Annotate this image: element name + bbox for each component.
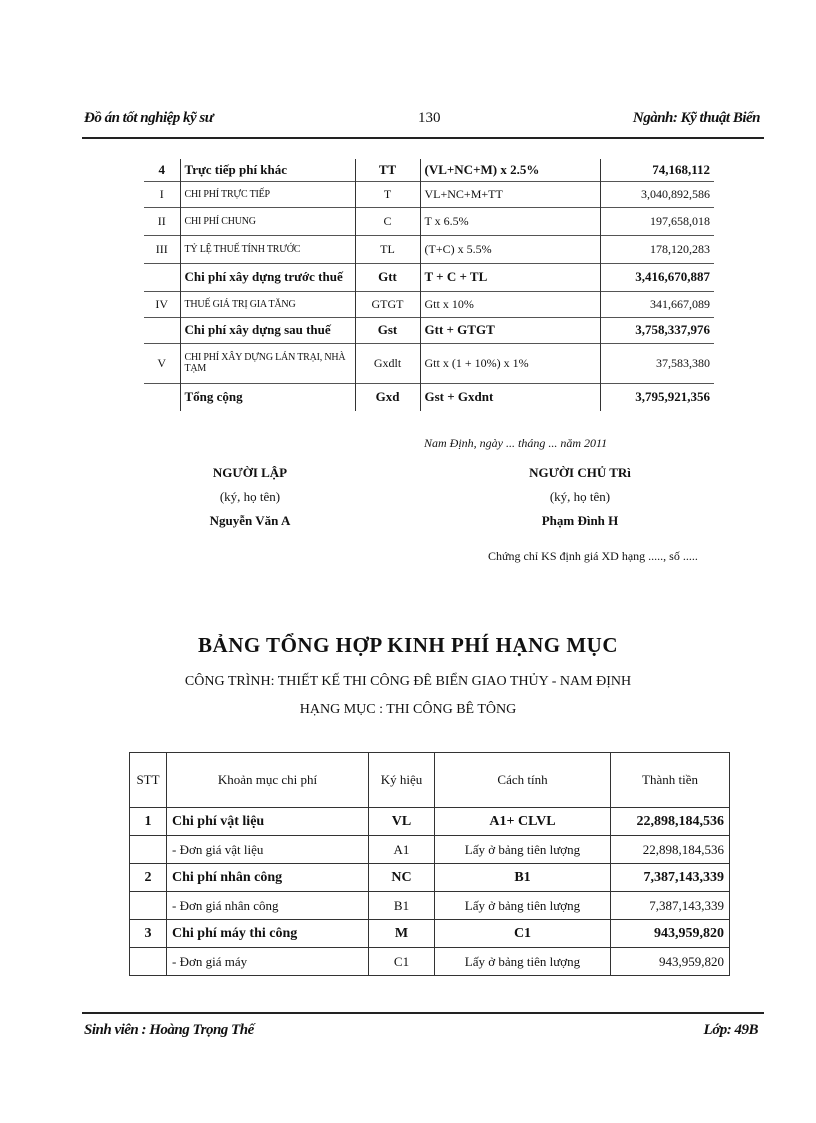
summary-cell-formula: T + C + TL xyxy=(420,263,600,291)
cost-row xyxy=(130,892,730,920)
summary-cell-stt: III xyxy=(144,235,180,263)
cost-cell-symbol: A1 xyxy=(369,836,435,864)
header-rule xyxy=(82,137,764,139)
summary-cell-symbol: TT xyxy=(355,159,420,181)
summary-cell-amount: 178,120,283 xyxy=(600,235,714,263)
cost-cell-label: Chi phí vật liệu xyxy=(167,808,369,836)
summary-row xyxy=(144,343,714,383)
summary-cell-stt: I xyxy=(144,181,180,207)
summary-cell-amount: 3,416,670,887 xyxy=(600,263,714,291)
summary-cell-symbol: TL xyxy=(355,235,420,263)
summary-cell-label: Trực tiếp phí khác xyxy=(180,159,355,181)
summary-cell-amount: 74,168,112 xyxy=(600,159,714,181)
item-line: HẠNG MỤC : THI CÔNG BÊ TÔNG xyxy=(299,702,517,717)
summary-cell-stt xyxy=(144,383,180,411)
chief-role: NGƯỜI CHỦ TRì xyxy=(529,465,631,480)
summary-cell-formula: (VL+NC+M) x 2.5% xyxy=(420,159,600,181)
cost-cell-amount: 7,387,143,339 xyxy=(611,892,730,920)
summary-cell-formula: Gtt x (1 + 10%) x 1% xyxy=(420,343,600,383)
summary-cell-symbol: GTGT xyxy=(355,291,420,317)
summary-cell-label: Chi phí xây dựng sau thuế xyxy=(180,317,355,343)
cost-row xyxy=(130,836,730,864)
summary-row xyxy=(144,291,714,317)
header-right: Ngành: Kỹ thuật Biển xyxy=(632,110,760,126)
summary-cell-stt: II xyxy=(144,207,180,235)
cost-cell-formula: A1+ CLVL xyxy=(435,808,611,836)
summary-cell-label: TỶ LỆ THUẾ TÍNH TRƯỚC xyxy=(180,235,355,263)
summary-cell-stt xyxy=(144,317,180,343)
column-header-formula: Cách tính xyxy=(435,753,611,808)
cost-cell-label: - Đơn giá vật liệu xyxy=(167,836,369,864)
cost-cell-amount: 22,898,184,536 xyxy=(611,836,730,864)
column-header-item: Khoản mục chi phí xyxy=(167,753,369,808)
summary-cell-label: THUẾ GIÁ TRỊ GIA TĂNG xyxy=(180,291,355,317)
footer-left: Sinh viên : Hoàng Trọng Thế xyxy=(84,1022,254,1038)
summary-row xyxy=(144,383,714,411)
cost-cell-symbol: NC xyxy=(369,864,435,892)
cost-cell-symbol: B1 xyxy=(369,892,435,920)
cost-cell-label: - Đơn giá nhân công xyxy=(167,892,369,920)
summary-cell-formula: Gtt + GTGT xyxy=(420,317,600,343)
summary-cell-amount: 3,795,921,356 xyxy=(600,383,714,411)
summary-cell-symbol: Gxdlt xyxy=(355,343,420,383)
cost-summary-title: BẢNG TỔNG HỢP KINH PHÍ HẠNG MỤC xyxy=(198,633,618,657)
cost-row xyxy=(130,920,730,948)
cost-cell-label: - Đơn giá máy xyxy=(167,948,369,976)
summary-cell-symbol: T xyxy=(355,181,420,207)
summary-cell-stt: IV xyxy=(144,291,180,317)
cost-cell-formula: C1 xyxy=(435,920,611,948)
cost-cell-stt xyxy=(130,892,167,920)
summary-cell-stt xyxy=(144,263,180,291)
chief-name: Phạm Đình H xyxy=(541,513,619,528)
cost-cell-symbol: C1 xyxy=(369,948,435,976)
summary-cell-amount: 3,040,892,586 xyxy=(600,181,714,207)
summary-cell-symbol: Gst xyxy=(355,317,420,343)
summary-cell-label: CHI PHÍ CHUNG xyxy=(180,207,355,235)
preparer-block xyxy=(170,465,330,537)
cost-cell-formula: B1 xyxy=(435,864,611,892)
summary-cell-label: Chi phí xây dựng trước thuế xyxy=(180,263,355,291)
summary-row xyxy=(144,263,714,291)
cost-cell-label: Chi phí máy thi công xyxy=(167,920,369,948)
header-left: Đồ án tốt nghiệp kỹ sư xyxy=(84,110,214,126)
summary-cell-symbol: C xyxy=(355,207,420,235)
cost-cell-label: Chi phí nhân công xyxy=(167,864,369,892)
cost-summary-table xyxy=(129,752,730,976)
summary-cell-label: CHI PHÍ XÂY DỰNG LÁN TRẠI, NHÀ TẠM xyxy=(180,343,355,383)
cost-cell-formula: Lấy ở bảng tiên lượng xyxy=(435,948,611,976)
cost-cell-stt: 3 xyxy=(130,920,167,948)
column-header-stt: STT xyxy=(130,753,167,808)
cost-cell-formula: Lấy ở bảng tiên lượng xyxy=(435,836,611,864)
chief-note: (ký, họ tên) xyxy=(549,489,611,504)
summary-cell-formula: (T+C) x 5.5% xyxy=(420,235,600,263)
summary-table xyxy=(144,159,714,411)
summary-row xyxy=(144,159,714,181)
summary-cell-label: CHI PHÍ TRỰC TIẾP xyxy=(180,181,355,207)
cost-cell-symbol: VL xyxy=(369,808,435,836)
cost-row xyxy=(130,808,730,836)
cost-cell-symbol: M xyxy=(369,920,435,948)
footer-rule xyxy=(82,1012,764,1014)
summary-cell-symbol: Gxd xyxy=(355,383,420,411)
footer-right: Lớp: 49B xyxy=(703,1022,758,1038)
cost-cell-stt: 1 xyxy=(130,808,167,836)
project-line: CÔNG TRÌNH: THIẾT KẾ THI CÔNG ĐÊ BIỂN GIAO THỦY - NAM ĐỊNH xyxy=(184,674,632,689)
cost-cell-amount: 7,387,143,339 xyxy=(611,864,730,892)
column-header-symbol: Ký hiệu xyxy=(369,753,435,808)
chief-certificate: Chứng chỉ KS định giá XD hạng ....., số ..... xyxy=(488,549,698,563)
column-header-amount: Thành tiền xyxy=(611,753,730,808)
page-number: 130 xyxy=(418,110,441,126)
summary-row xyxy=(144,207,714,235)
cost-row xyxy=(130,864,730,892)
preparer-name: Nguyễn Văn A xyxy=(209,513,291,528)
cost-cell-amount: 943,959,820 xyxy=(611,948,730,976)
summary-row xyxy=(144,235,714,263)
summary-cell-formula: VL+NC+M+TT xyxy=(420,181,600,207)
summary-cell-formula: T x 6.5% xyxy=(420,207,600,235)
date-line: Nam Định, ngày ... tháng ... năm 2011 xyxy=(424,436,608,450)
summary-cell-label: Tổng cộng xyxy=(180,383,355,411)
summary-row xyxy=(144,181,714,207)
summary-cell-symbol: Gtt xyxy=(355,263,420,291)
summary-cell-amount: 197,658,018 xyxy=(600,207,714,235)
summary-cell-amount: 37,583,380 xyxy=(600,343,714,383)
summary-cell-formula: Gst + Gxdnt xyxy=(420,383,600,411)
chief-block xyxy=(500,465,660,537)
cost-cell-stt xyxy=(130,836,167,864)
cost-cell-stt: 2 xyxy=(130,864,167,892)
cost-cell-stt xyxy=(130,948,167,976)
summary-cell-amount: 3,758,337,976 xyxy=(600,317,714,343)
summary-cell-stt: 4 xyxy=(144,159,180,181)
cost-row xyxy=(130,948,730,976)
summary-cell-stt: V xyxy=(144,343,180,383)
preparer-role: NGƯỜI LẬP xyxy=(212,465,288,480)
summary-row xyxy=(144,317,714,343)
summary-cell-amount: 341,667,089 xyxy=(600,291,714,317)
preparer-note: (ký, họ tên) xyxy=(219,489,281,504)
cost-cell-formula: Lấy ở bảng tiên lượng xyxy=(435,892,611,920)
cost-cell-amount: 943,959,820 xyxy=(611,920,730,948)
summary-cell-formula: Gtt x 10% xyxy=(420,291,600,317)
cost-cell-amount: 22,898,184,536 xyxy=(611,808,730,836)
